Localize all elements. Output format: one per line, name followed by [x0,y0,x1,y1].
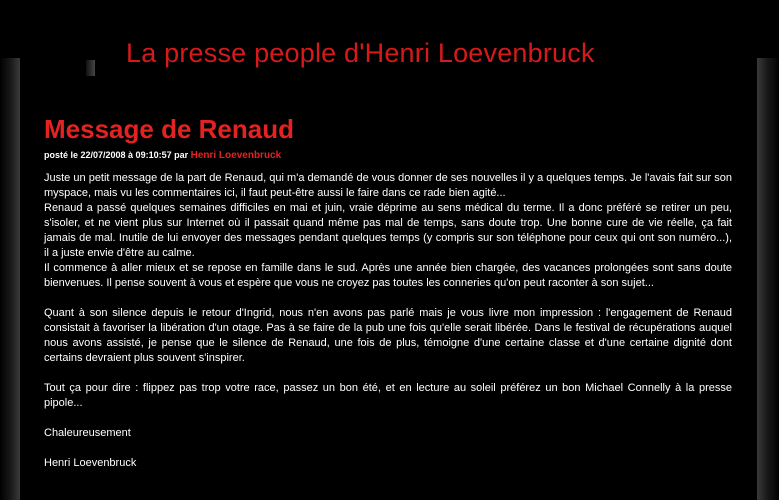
post-closing: Chaleureusement [44,427,131,439]
paragraph-spacer [44,441,732,456]
post-paragraph: Renaud a passé quelques semaines difficiles en mai et juin, vraie déprime au sens médical du terme. Il a donc préféré se retirer un peu, s'isoler, et ne vient plus sur Internet où il passait quand même pas mal de temps, sans doute trop. Une bonne cure de vie réelle, ça fait jamais de mal. Inutile de lui envoyer des messages pendant quelques temps (y compris sur son téléphone pour ceux qui ont son numéro...), il a juste envie d'être au calme. [44,202,732,259]
paragraph-spacer [44,291,732,306]
post-author-link[interactable]: Henri Loevenbruck [190,150,282,161]
post-title[interactable]: Message de Renaud [44,114,294,144]
post-container [20,76,757,500]
post-paragraph: Juste un petit message de la part de Renaud, qui m'a demandé de vous donner de ses nouvelles il y a quelques temps. Je l'avais fait sur son myspace, mais vu les commentaires ici, il faut peut-être aussi le faire dans ce rade bien agité... [44,172,732,199]
post-date: posté le 22/07/2008 à 09:10:57 par [44,150,191,160]
paragraph-spacer [44,366,732,381]
post-paragraph: Quant à son silence depuis le retour d'Ingrid, nous n'en avons pas parlé mais je vous livre mon impression : l'engagement de Renaud consistait à favoriser la libération d'un otage. Pas à se faire de la pub une fois qu'elle serait libérée. Dans le festival de récupérations auquel nous avons assisté, je pense que le silence de Renaud, une fois de plus, témoigne d'une certaine classe et d'une certaine dignité dont certains devraient plus souvent s'inspirer. [44,307,732,364]
post-meta [44,150,281,161]
post-body [44,171,732,471]
post-signature: Henri Loevenbruck [44,457,137,469]
site-title[interactable]: La presse people d'Henri Loevenbruck [126,38,595,68]
site-header [0,0,779,68]
right-shadow-rail [757,58,779,500]
post-paragraph: Tout ça pour dire : flippez pas trop votre race, passez un bon été, et en lecture au soleil préférez un bon Michael Connelly à la presse pipole... [44,382,732,409]
decorative-notch [86,60,95,76]
left-shadow-rail [0,58,20,500]
post-paragraph: Il commence à aller mieux et se repose en famille dans le sud. Après une année bien chargée, des vacances prolongées sont sans doute bienvenues. Il pense souvent à vous et espère que vous ne croyez pas toutes les conneries qu'on peut raconter à son sujet... [44,262,732,289]
paragraph-spacer [44,411,732,426]
